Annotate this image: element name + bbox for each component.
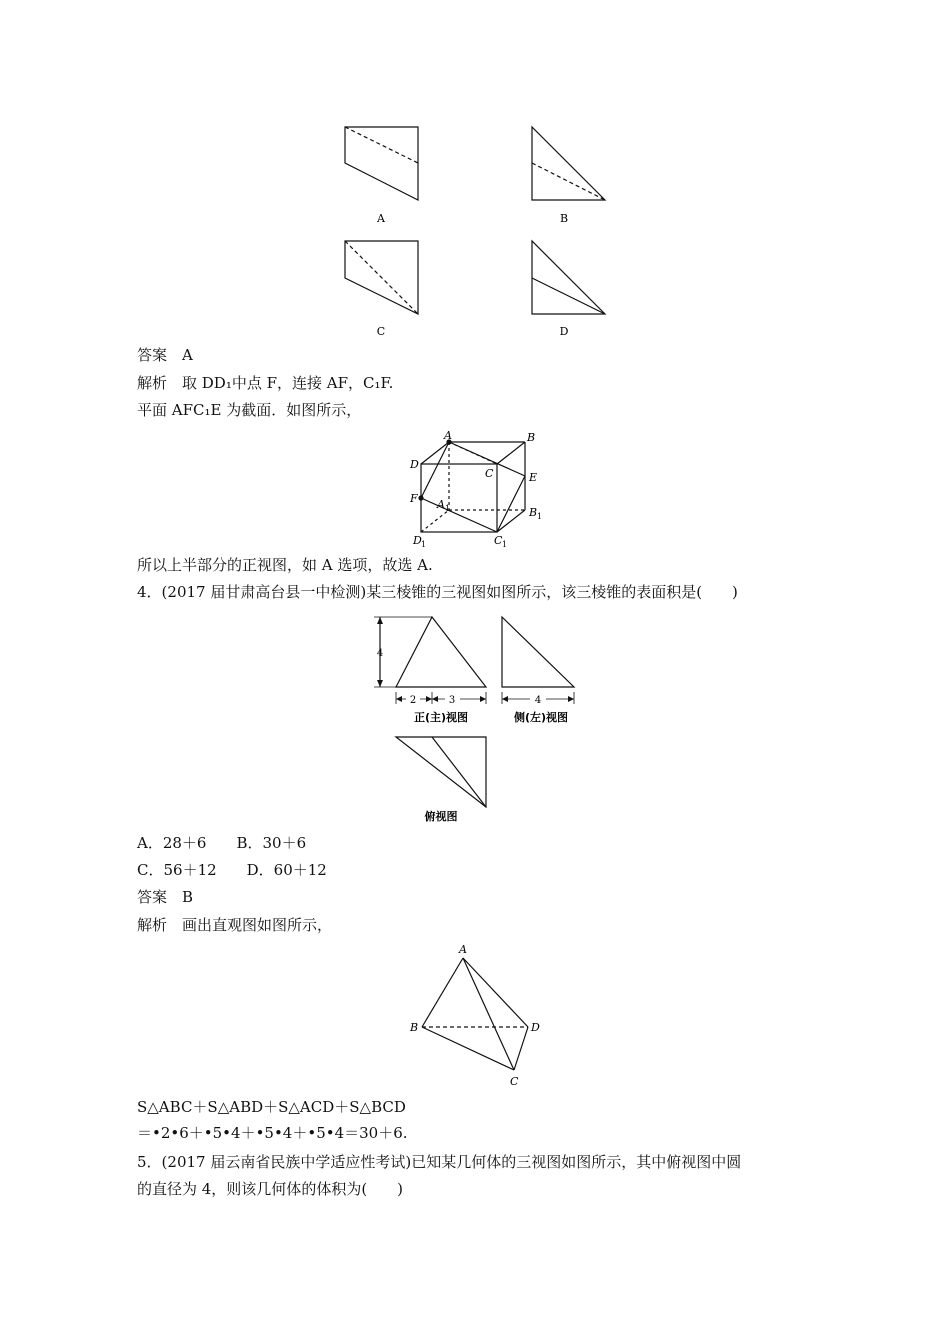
cube-label-a1-sub: 1: [445, 504, 451, 513]
tetra-label-a: A: [459, 943, 467, 956]
cube-label-d: D: [410, 458, 419, 471]
q4-area-expr: S△ABC＋S△ABD＋S△ACD＋S△BCD: [137, 1098, 406, 1116]
q3-answer: 答案 A: [137, 346, 193, 364]
q3-analysis-line1: 解析 取 DD₁中点 F，连接 AF，C₁F.: [137, 374, 394, 392]
option-d-label: D: [559, 325, 569, 338]
tetra-label-d: D: [531, 1021, 540, 1034]
top-view-caption: 俯视图: [424, 810, 458, 823]
cube-figure: [421, 442, 525, 532]
tetra-label-b: B: [410, 1021, 419, 1034]
cube-label-c: C: [485, 467, 494, 480]
cube-label-a: A: [444, 429, 452, 442]
dim-front-left-label: 2: [409, 695, 417, 706]
cube-label-b: B: [527, 431, 536, 444]
dim-front-right-label: 3: [448, 695, 456, 706]
cube-label-c1-sub: 1: [502, 540, 508, 549]
cube-label-b1-sub: 1: [537, 512, 543, 521]
tetrahedron-figure: [422, 958, 528, 1070]
option-b-label: B: [559, 212, 569, 225]
option-c-figure: [345, 241, 418, 314]
tetra-label-c: C: [510, 1075, 519, 1088]
dim-height-label: 4: [376, 648, 384, 659]
q5-stem-line1: 5．(2017 届云南省民族中学适应性考试)已知某几何体的三视图如图所示，其中俯视图中圆: [137, 1153, 742, 1171]
q3-analysis-line2: 平面 AFC₁E 为截面．如图所示，: [137, 401, 362, 419]
cube-label-a1: A: [437, 498, 445, 511]
option-d-figure: [532, 241, 605, 314]
cube-label-c1: C: [494, 534, 503, 547]
q3-conclusion: 所以上半部分的正视图，如 A 选项，故选 A.: [137, 556, 433, 574]
cube-label-e: E: [529, 471, 538, 484]
option-b-figure: [532, 127, 605, 200]
option-a-label: A: [377, 212, 385, 225]
cube-label-d1-sub: 1: [421, 540, 427, 549]
front-view-caption: 正(主)视图: [413, 711, 469, 724]
q4-options-row2: C．56＋12 D．60＋12: [137, 861, 327, 879]
q4-stem: 4．(2017 届甘肃高台县一中检测)某三棱锥的三视图如图所示，该三棱锥的表面积是( ): [137, 583, 738, 601]
cube-label-f: F: [410, 492, 418, 505]
cube-label-b1: B: [529, 506, 538, 519]
side-view-caption: 侧(左)视图: [513, 711, 569, 724]
dim-side-width-label: 4: [534, 695, 542, 706]
option-c-label: C: [376, 325, 386, 338]
option-a-figure: [345, 127, 418, 200]
q4-area-value: ＝•2•6＋•5•4＋•5•4＋•5•4＝30＋6.: [137, 1124, 408, 1142]
q5-stem-line2: 的直径为 4，则该几何体的体积为( ): [137, 1180, 404, 1198]
q4-answer: 答案 B: [137, 888, 194, 906]
q4-options-row1: A．28＋6 B．30＋6: [137, 834, 307, 852]
cube-label-d1: D: [413, 534, 422, 547]
q4-analysis: 解析 画出直观图如图所示，: [137, 916, 333, 934]
